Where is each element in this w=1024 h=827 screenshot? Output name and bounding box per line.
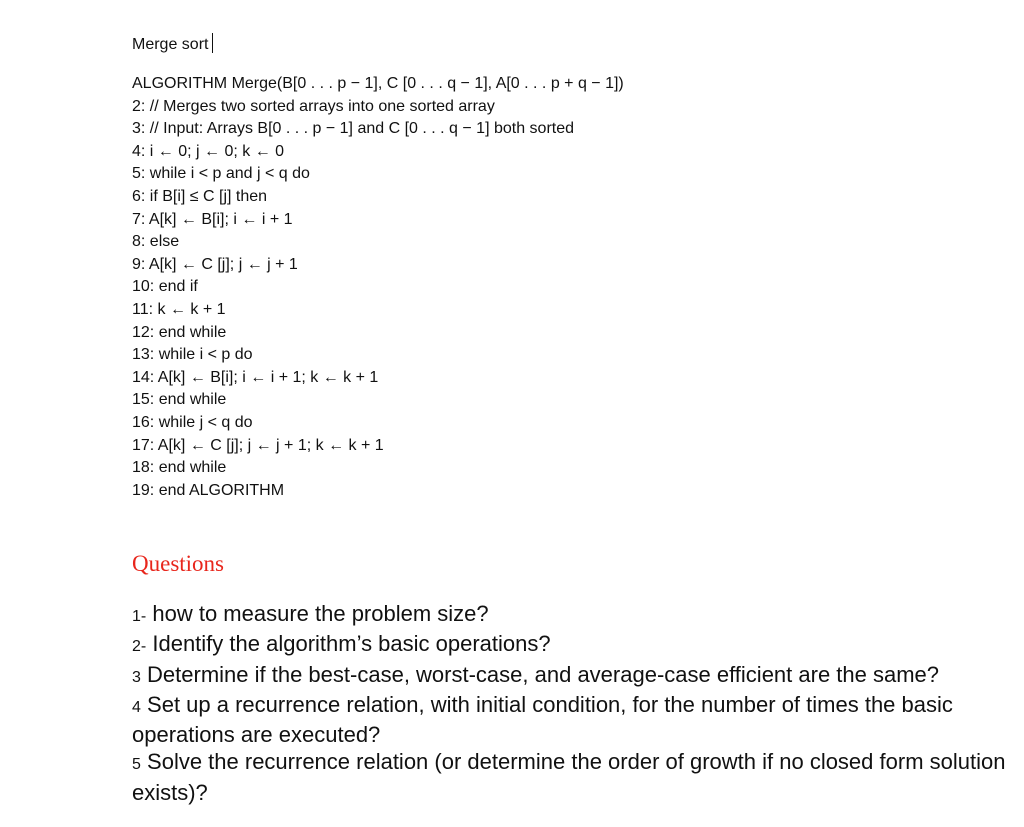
question-item — [132, 691, 1024, 749]
algorithm-line: 16: while j < q do — [132, 413, 253, 431]
text-cursor — [212, 33, 213, 53]
algorithm-line: 4: i ← 0; j ← 0; k ← 0 — [132, 142, 285, 160]
algorithm-line: 6: if B[i] ≤ C [j] then — [132, 187, 268, 205]
question-text: Solve the recurrence relation (or determine the order of growth if no closed form solution exists)? — [132, 749, 1006, 805]
algorithm-listing — [132, 73, 624, 502]
question-text: Set up a recurrence relation, with initial condition, for the number of times the basic operations are executed? — [132, 691, 953, 748]
question-item — [132, 600, 1024, 630]
document-title-text: Merge sort — [132, 36, 209, 53]
question-text: how to measure the problem size? — [152, 601, 489, 626]
algorithm-line: 14: A[k] ← B[i]; i ← i + 1; k ← k + 1 — [132, 368, 379, 386]
question-item — [132, 661, 1024, 691]
algorithm-line: 11: k ← k + 1 — [132, 300, 226, 318]
algorithm-line: 8: else — [132, 233, 180, 251]
question-text: Determine if the best-case, worst-case, and average-case efficient are the same? — [147, 661, 940, 687]
algorithm-line: 5: while i < p and j < q do — [132, 165, 310, 183]
algorithm-line: 13: while i < p do — [132, 346, 253, 364]
questions-heading: Questions — [132, 551, 224, 576]
algorithm-line: 19: end ALGORITHM — [132, 481, 285, 499]
question-number: 5 — [132, 756, 141, 774]
question-item — [132, 630, 1024, 660]
algorithm-line: 17: A[k] ← C [j]; j ← j + 1; k ← k + 1 — [132, 436, 384, 454]
question-number: 4 — [132, 698, 141, 716]
questions-list — [132, 600, 1024, 806]
document-title[interactable] — [132, 33, 213, 55]
algorithm-line: 2: // Merges two sorted arrays into one sorted array — [132, 97, 495, 115]
algorithm-line: 9: A[k] ← C [j]; j ← j + 1 — [132, 255, 298, 273]
algorithm-line: 10: end if — [132, 278, 198, 296]
question-number: 3 — [132, 668, 141, 686]
question-item — [132, 748, 1024, 806]
algorithm-line: 18: end while — [132, 459, 227, 477]
algorithm-line: 12: end while — [132, 323, 227, 341]
question-text: Identify the algorithm’s basic operations? — [152, 631, 551, 657]
algorithm-line: 7: A[k] ← B[i]; i ← i + 1 — [132, 210, 293, 228]
question-number: 2- — [132, 638, 147, 656]
algorithm-line: 3: // Input: Arrays B[0 . . . p − 1] and C [0 . . . q − 1] both sorted — [132, 120, 575, 138]
algorithm-line: ALGORITHM Merge(B[0 . . . p − 1], C [0 . . . q − 1], A[0 . . . p + q − 1]) — [132, 75, 624, 92]
algorithm-line: 15: end while — [132, 391, 227, 409]
question-number: 1- — [132, 608, 147, 625]
